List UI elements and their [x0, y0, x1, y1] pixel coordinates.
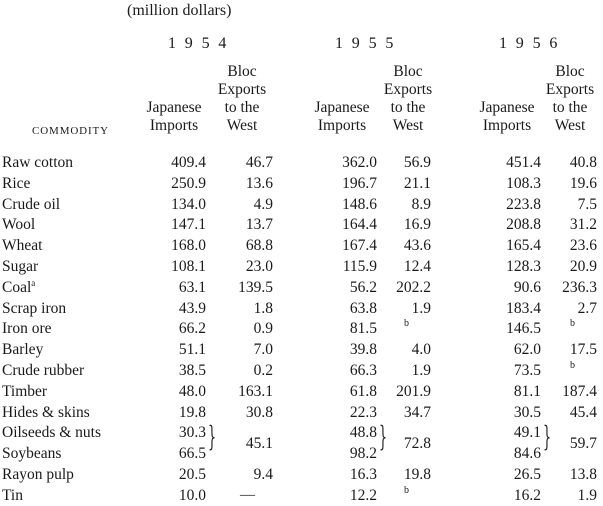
- cell-exports: 163.1: [238, 382, 273, 400]
- cell-imports: 51.1: [178, 341, 206, 359]
- commodity-name: Wheat: [2, 237, 43, 255]
- year-1956: 1956: [499, 35, 567, 52]
- cell-exports: 21.1: [403, 174, 431, 192]
- row-label: [2, 425, 101, 441]
- cell-imports: 43.9: [178, 299, 206, 317]
- header-line: Exports: [217, 81, 267, 98]
- commodity-name: Raw cotton: [2, 154, 74, 171]
- commodity-name: Sugar: [2, 258, 39, 275]
- cell-imports: 146.5: [506, 320, 541, 338]
- header-line: West: [226, 117, 258, 134]
- cell-imports: 66.2: [178, 320, 206, 338]
- cell-imports: 56.2: [349, 278, 377, 296]
- cell-exports: 30.8: [245, 403, 273, 421]
- cell-imports: 26.5: [513, 466, 541, 483]
- cell-imports: 10.0: [178, 486, 206, 504]
- row-label: [2, 446, 61, 462]
- header-line: Bloc: [555, 63, 585, 80]
- row-label: [2, 467, 74, 483]
- cell-exports: 1.8: [253, 299, 273, 317]
- cell-exports: b: [570, 318, 575, 330]
- cell-imports: 147.1: [171, 216, 206, 234]
- cell-exports: 7.0: [253, 341, 273, 359]
- brace-icon: }: [543, 420, 552, 454]
- row-label: [2, 363, 84, 379]
- row-label: [2, 301, 66, 317]
- cell-exports: 9.4: [253, 466, 273, 483]
- cell-exports: 8.9: [411, 195, 431, 213]
- cell-imports: 48.0: [178, 382, 206, 400]
- row-label: [2, 238, 42, 254]
- commodity-name: Hides & skins: [2, 403, 90, 421]
- cell-exports: 17.5: [569, 341, 597, 359]
- cell-exports: 23.6: [569, 237, 597, 255]
- cell-imports: 38.5: [178, 362, 206, 379]
- cell-imports: 16.2: [513, 486, 541, 504]
- commodity-name: Soybeans: [2, 445, 62, 463]
- cell-imports: 98.2: [349, 445, 377, 463]
- cell-imports: 20.5: [178, 466, 206, 483]
- cell-exports: 45.4: [569, 403, 597, 421]
- cell-exports: 16.9: [403, 216, 431, 234]
- cell-exports: 4.9: [253, 195, 273, 213]
- cell-imports: 167.4: [342, 237, 377, 255]
- header-line: Japanese: [314, 99, 370, 116]
- cell-exports-combined: 45.1: [245, 434, 273, 452]
- commodity-name: Rayon pulp: [2, 466, 74, 483]
- cell-exports: 19.6: [569, 174, 597, 192]
- brace-icon: }: [379, 420, 388, 454]
- cell-imports: 62.0: [513, 341, 541, 359]
- commodity-name: Scrap iron: [2, 299, 67, 317]
- cell-exports: b: [404, 318, 409, 330]
- cell-imports: 81.1: [513, 382, 541, 400]
- cell-imports: 16.3: [349, 466, 377, 483]
- row-label: [2, 321, 52, 337]
- row-label: [2, 488, 23, 504]
- cell-exports-combined: 59.7: [569, 434, 597, 452]
- cell-exports: 19.8: [403, 466, 431, 483]
- header-line: Bloc: [227, 63, 257, 80]
- commodity-name: Oilseeds & nuts: [2, 424, 102, 442]
- cell-imports: 84.6: [513, 445, 541, 463]
- header-line: Exports: [383, 81, 433, 98]
- cell-exports: b: [404, 484, 409, 496]
- commodity-name: Tin: [2, 486, 23, 504]
- header-line: West: [392, 117, 424, 134]
- cell-exports: 68.8: [245, 237, 273, 255]
- cell-imports: 250.9: [171, 174, 206, 192]
- cell-imports: 30.3: [178, 424, 206, 442]
- cell-imports: 168.0: [171, 237, 206, 255]
- cell-imports: 208.8: [506, 216, 541, 234]
- cell-exports: 12.4: [403, 258, 431, 275]
- header-bloc-exports: [370, 63, 446, 135]
- brace-icon: }: [208, 420, 217, 454]
- cell-imports: 90.6: [513, 278, 541, 296]
- cell-imports: 73.5: [513, 362, 541, 379]
- row-label: [2, 405, 90, 421]
- cell-imports: 196.7: [342, 174, 377, 192]
- row-label: [2, 217, 35, 233]
- commodity-name: Barley: [2, 341, 44, 359]
- cell-exports: 1.9: [411, 362, 431, 379]
- cell-exports: 20.9: [569, 258, 597, 275]
- cell-imports: 39.8: [349, 341, 377, 359]
- row-label: [2, 259, 38, 275]
- cell-exports: 2.7: [577, 299, 597, 317]
- cell-exports: 40.8: [569, 154, 597, 171]
- cell-imports: 409.4: [171, 154, 206, 171]
- commodity-name: Crude rubber: [2, 362, 85, 379]
- cell-imports: 134.0: [171, 195, 206, 213]
- cell-exports: b: [570, 360, 575, 371]
- header-bloc-exports: [204, 63, 280, 135]
- header-line: Bloc: [393, 63, 423, 80]
- commodity-header: COMMODITY: [32, 125, 109, 137]
- cell-imports: 108.3: [506, 174, 541, 192]
- header-line: Exports: [545, 81, 595, 98]
- cell-exports: 236.3: [562, 278, 597, 296]
- header-japanese-imports: [134, 99, 214, 135]
- cell-exports: 1.9: [577, 486, 597, 504]
- year-1954: 1954: [168, 35, 236, 52]
- cell-imports: 223.8: [506, 195, 541, 213]
- cell-imports: 81.5: [349, 320, 377, 338]
- commodity-name: Wool: [2, 216, 36, 234]
- commodity-name: Timber: [2, 382, 48, 400]
- year-1955: 1955: [335, 35, 403, 52]
- cell-imports: 61.8: [349, 382, 377, 400]
- header-line: Imports: [317, 117, 367, 134]
- commodity-name: Crude oil: [2, 195, 61, 213]
- cell-imports: 63.8: [349, 299, 377, 317]
- cell-imports: 115.9: [342, 258, 377, 275]
- cell-exports: 46.7: [245, 154, 273, 171]
- cell-imports: 451.4: [506, 154, 541, 171]
- cell-imports: 148.6: [342, 195, 377, 213]
- cell-exports: 13.6: [245, 174, 273, 192]
- cell-imports: 30.5: [513, 403, 541, 421]
- cell-imports: 66.5: [178, 445, 206, 463]
- cell-exports: 7.5: [577, 195, 597, 213]
- footnote-marker: a: [31, 277, 36, 288]
- header-line: Imports: [482, 117, 532, 134]
- cell-imports: 66.3: [349, 362, 377, 379]
- cell-exports: 139.5: [238, 278, 273, 296]
- cell-exports: 34.7: [403, 403, 431, 421]
- cell-exports: 202.2: [396, 278, 431, 296]
- cell-exports: —: [240, 486, 255, 503]
- cell-imports: 63.1: [178, 278, 206, 296]
- header-line: Japanese: [146, 99, 202, 116]
- cell-exports: 23.0: [245, 258, 273, 275]
- cell-imports: 128.3: [506, 258, 541, 275]
- cell-imports: 19.8: [178, 403, 206, 421]
- header-line: Japanese: [479, 99, 535, 116]
- commodity-name: Rice: [2, 174, 31, 192]
- commodity-name: Iron ore: [2, 320, 52, 338]
- row-label: [2, 277, 36, 296]
- cell-exports: 13.8: [569, 466, 597, 483]
- header-line: to the: [224, 99, 260, 116]
- cell-imports: 164.4: [342, 216, 377, 234]
- header-line: to the: [390, 99, 426, 116]
- cell-imports: 165.4: [506, 237, 541, 255]
- row-label: [2, 176, 30, 192]
- unit-caption: (million dollars): [127, 2, 232, 19]
- row-label: [2, 384, 47, 400]
- cell-exports: 43.6: [403, 237, 431, 255]
- header-line: to the: [552, 99, 588, 116]
- row-label: [2, 197, 60, 213]
- cell-exports: 56.9: [403, 154, 431, 171]
- cell-exports-combined: 72.8: [403, 434, 431, 452]
- header-bloc-exports: [532, 63, 603, 135]
- cell-exports: 187.4: [562, 382, 597, 400]
- cell-exports: 0.2: [253, 362, 273, 379]
- cell-imports: 108.1: [171, 258, 206, 275]
- cell-imports: 12.2: [349, 486, 377, 504]
- header-line: Imports: [149, 117, 199, 134]
- row-label: [2, 155, 73, 171]
- commodity-name: Coal: [2, 278, 32, 296]
- cell-imports: 183.4: [506, 299, 541, 317]
- cell-imports: 49.1: [513, 424, 541, 442]
- cell-exports: 4.0: [411, 341, 431, 359]
- cell-exports: 0.9: [253, 320, 273, 338]
- cell-imports: 22.3: [349, 403, 377, 421]
- cell-exports: 31.2: [569, 216, 597, 234]
- cell-exports: 201.9: [396, 382, 431, 400]
- cell-imports: 362.0: [342, 154, 377, 171]
- header-line: West: [554, 117, 586, 134]
- row-label: [2, 342, 43, 358]
- cell-exports: 1.9: [411, 299, 431, 317]
- cell-exports: 13.7: [245, 216, 273, 234]
- cell-imports: 48.8: [349, 424, 377, 442]
